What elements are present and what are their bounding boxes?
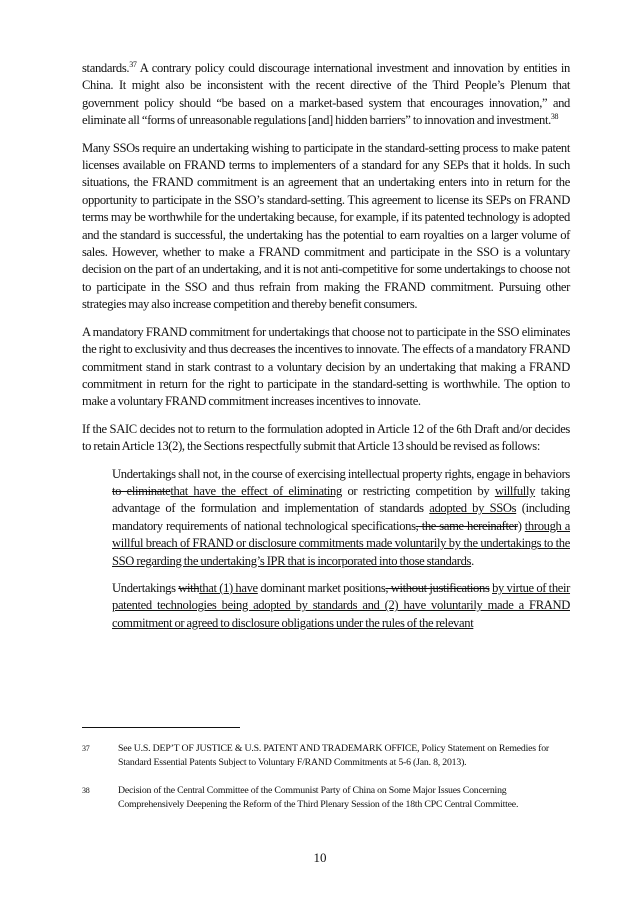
text-run: Undertakings <box>112 580 179 595</box>
footnote-37 <box>82 742 570 770</box>
inserted-text: through a willful breach of FRAND or disclosure commitments made voluntarily by the undertakings to the SSO regarding the undertaking’s IPR that is incorporated into those standards <box>112 518 570 568</box>
footnote-number: 38 <box>82 786 90 795</box>
footnote-text: See U.S. DEP’T OF JUSTICE & U.S. PATENT AND TRADEMARK OFFICE, Policy Statement on Remedies for Standard Essential Patents Subject to Voluntary F/RAND Commitments at 5-6 (Jan. 8, 2013). <box>118 743 549 768</box>
text-run: If the SAIC decides not to return to the formulation adopted in Article 12 of the 6th Draft and/or decides to retain Article 13(2), the Sections respectfully submit that Article 13 should be revised as follows: <box>82 421 570 454</box>
deleted-text: , the same hereinafter <box>415 518 518 533</box>
body-paragraph <box>82 140 570 314</box>
text-run: ) <box>517 518 525 533</box>
inserted-text: willfully <box>494 483 536 498</box>
body-paragraph <box>82 60 570 130</box>
proposed-revision-paragraph <box>112 580 570 632</box>
body-paragraph <box>82 324 570 411</box>
text-run: A mandatory FRAND commitment for undertakings that choose not to participate in the SSO eliminates the right to exclusivity and thus decreases the incentives to innovate. The effects of a mandatory FRAND commitment stand in stark contrast to a voluntary decision by an undertaking that making a FRAND commitment in return for the right to participate in the standard-setting is worthwhile. The option to make a voluntary FRAND commitment increases incentives to innovate. <box>82 324 570 409</box>
footnote-reference: 38 <box>550 112 559 122</box>
inserted-text: that have the effect of eliminating <box>170 483 342 498</box>
footnote-38 <box>82 784 570 812</box>
text-run: Many SSOs require an undertaking wishing to participate in the standard-setting process to make patent licenses available on FRAND terms to implementers of a standard for any SEPs that it holds. In such situations, the FRAND commitment is an agreement that an undertaking enters into in return for the opportunity to participate in the SSO’s standard-setting. This agreement to license its SEPs on FRAND terms may be worthwhile for the undertaking because, for example, if its patented technology is adopted and the standard is successful, the undertaking has the potential to earn royalties on a larger volume of sales. However, whether to make a FRAND commitment and participate in the SSO is a voluntary decision on the part of an undertaking, and it is not anti-competitive for some undertakings to choose not to participate in the SSO and thus refrain from making the FRAND commitment. Pursuing other strategies may also increase competition and thereby benefit consumers. <box>82 140 570 312</box>
footnote-text: Decision of the Central Committee of the Communist Party of China on Some Major Issues Concerning Comprehensively Deepening the Reform of the Third Plenary Session of the 18th CPC Central Committee. <box>118 785 519 810</box>
deleted-text: with <box>178 580 200 595</box>
text-run: A contrary policy could discourage international investment and innovation by entities in China. It might also be inconsistent with the recent directive of the Third People’s Plenum that government policy should “be based on a market-based system that encourages innovation,” and eliminate all “forms of unreasonable regulations [and] hidden barriers” to innovation and investment. <box>82 61 570 128</box>
body-paragraph <box>82 421 570 456</box>
document-body <box>82 60 570 642</box>
inserted-text: by virtue of their patented technologies being adopted by standards and (2) have voluntarily made a FRAND commitment or agreed to disclosure obligations under the rules of the relevant <box>112 580 571 630</box>
text-run: . <box>471 553 474 568</box>
text-run: standards. <box>82 61 130 75</box>
text-run: dominant market positions <box>257 580 386 595</box>
inserted-text: adopted by SSOs <box>429 501 517 516</box>
inserted-text: that (1) have <box>199 580 258 595</box>
footnote-number: 37 <box>82 744 90 753</box>
text-run: (including mandatory requirements of national technological specifications <box>112 501 570 533</box>
deleted-text: to eliminate <box>112 483 171 498</box>
deleted-text: , without justifications <box>385 580 490 595</box>
text-run: taking advantage of the formulation and implementation of standards <box>112 483 570 516</box>
text-run: Undertakings shall not, in the course of exercising intellectual property rights, engage in behaviors <box>112 466 570 481</box>
footnote-reference: 37 <box>129 59 137 69</box>
footnote-separator <box>82 727 240 728</box>
text-run: or restricting competition by <box>341 483 495 498</box>
proposed-revision-paragraph <box>112 466 570 570</box>
page-number: 10 <box>313 850 327 865</box>
